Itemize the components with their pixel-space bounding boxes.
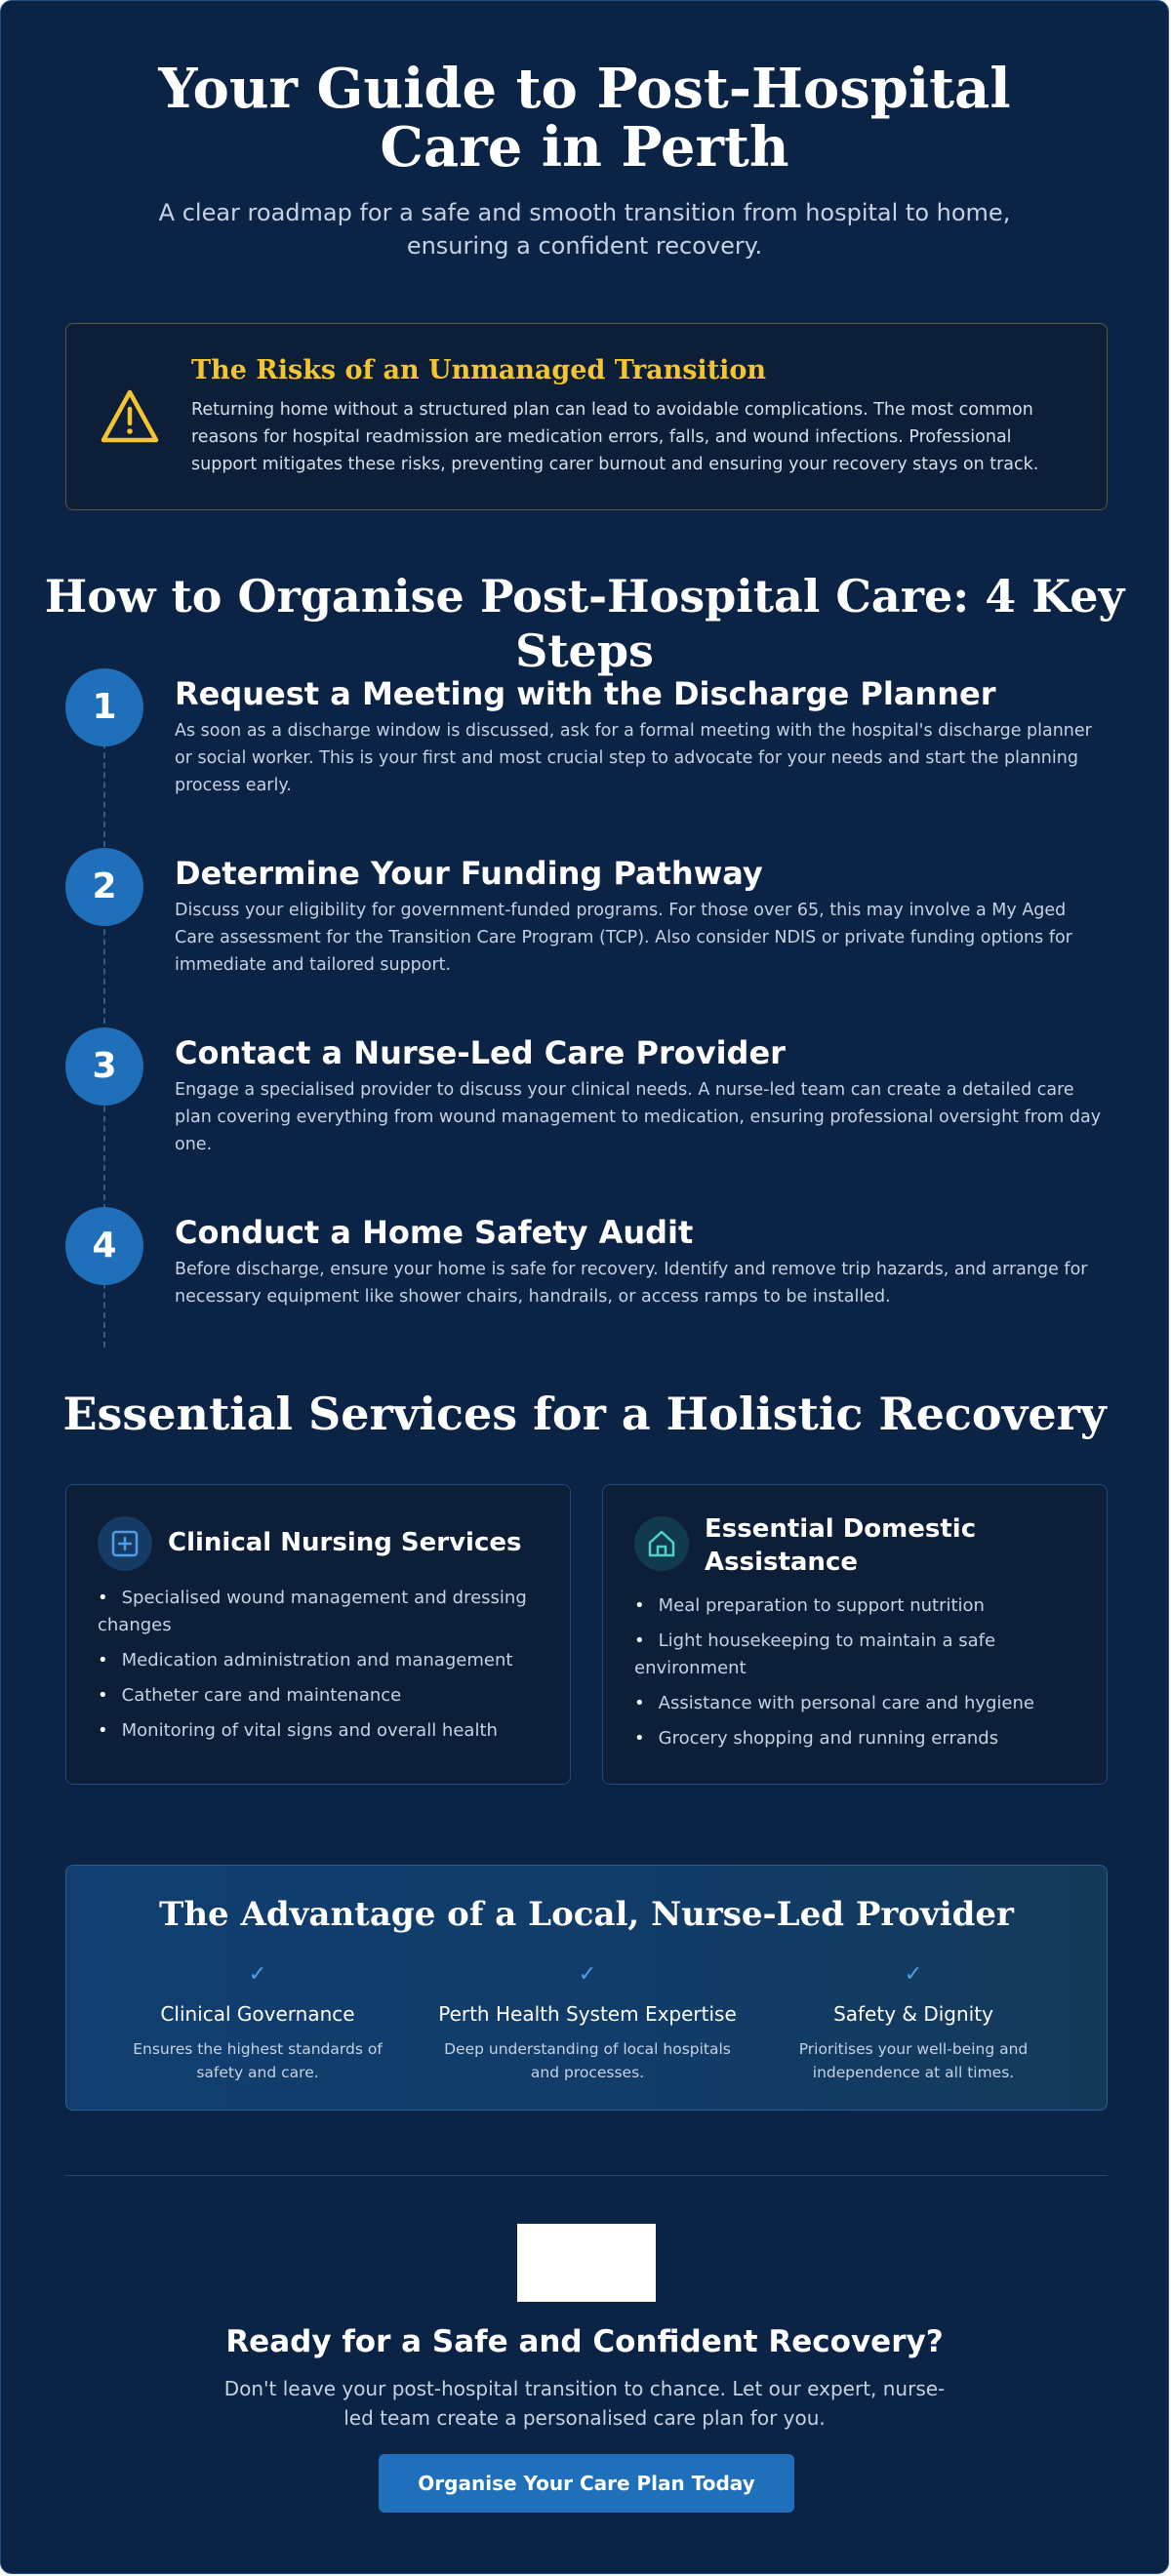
- step-1: [65, 668, 1108, 825]
- organise-care-plan-button[interactable]: Organise Your Care Plan Today: [379, 2454, 794, 2513]
- advantage-panel: [65, 1865, 1108, 2111]
- list-item: • Monitoring of vital signs and overall health: [98, 1720, 498, 1741]
- list-item: • Medication administration and management: [98, 1650, 513, 1670]
- step-number-badge: 3: [65, 1027, 143, 1106]
- list-item: • Specialised wound management and dressing changes: [98, 1588, 527, 1635]
- step-description: Engage a specialised provider to discuss your clinical needs. A nurse-led team can create a detailed care plan covering everything from wound management to medication, ensuring professional oversight from day one.: [175, 1080, 1102, 1154]
- list-item: • Grocery shopping and running errands: [634, 1728, 999, 1749]
- advantage-item-dignity: [747, 1961, 1079, 2084]
- step-description: Before discharge, ensure your home is safe for recovery. Identify and remove trip hazards, and arrange for necessary equipment like shower chairs, handrails, or access ramps to be installed.: [175, 1260, 1088, 1307]
- advantage-item-governance: [92, 1961, 424, 2084]
- service-card-domestic: [602, 1484, 1108, 1785]
- advantage-item-expertise: [422, 1961, 753, 2084]
- service-card-clinical: [65, 1484, 571, 1785]
- list-item: • Meal preparation to support nutrition: [634, 1595, 985, 1616]
- advantage-item-text: Prioritises your well-being and independence at all times.: [798, 2040, 1029, 2081]
- steps-section-title: How to Organise Post-Hospital Care: 4 Key Steps: [44, 570, 1125, 677]
- advantage-item-title: Safety & Dignity: [833, 2002, 993, 2026]
- section-divider: [65, 2175, 1108, 2176]
- list-item: • Catheter care and maintenance: [98, 1685, 402, 1706]
- step-number-badge: 2: [65, 848, 143, 926]
- service-card-title: Essential Domestic Assistance: [705, 1514, 977, 1577]
- step-description: As soon as a discharge window is discussed, ask for a formal meeting with the hospital's discharge planner or social worker. This is your first and most crucial step to advocate for your needs and start the planning process early.: [175, 721, 1092, 795]
- step-4: [65, 1207, 1108, 1363]
- step-title: Request a Meeting with the Discharge Planner: [175, 675, 996, 712]
- check-icon: ✓: [578, 1962, 597, 1987]
- risk-text: Returning home without a structured plan can lead to avoidable complications. The most common reasons for hospital readmission are medication errors, falls, and wound infections. Professional support mitigates these risks, preventing carer burnout and ensuring your recovery stays on track.: [191, 400, 1039, 474]
- step-title: Contact a Nurse-Led Care Provider: [175, 1034, 786, 1071]
- home-icon: [634, 1516, 689, 1571]
- medical-plus-icon: [98, 1516, 152, 1571]
- service-list: [98, 1585, 543, 1752]
- advantage-title: The Advantage of a Local, Nurse-Led Provider: [159, 1895, 1014, 1934]
- warning-icon: [100, 388, 160, 445]
- step-3: [65, 1027, 1108, 1184]
- list-item: • Light housekeeping to maintain a safe environment: [634, 1630, 996, 1678]
- advantage-item-text: Ensures the highest standards of safety and care.: [133, 2040, 383, 2081]
- risk-callout: [65, 323, 1108, 510]
- advantage-item-title: Clinical Governance: [160, 2002, 355, 2026]
- service-list: [634, 1592, 1079, 1760]
- list-item: • Assistance with personal care and hygiene: [634, 1693, 1034, 1713]
- step-2: [65, 848, 1108, 1004]
- cta-text: Don't leave your post-hospital transition to chance. Let our expert, nurse-led team create a personalised care plan for you.: [223, 2377, 946, 2430]
- advantage-item-text: Deep understanding of local hospitals and processes.: [444, 2040, 731, 2081]
- step-number-badge: 1: [65, 668, 143, 746]
- page-subtitle: A clear roadmap for a safe and smooth transition from hospital to home, ensuring a confident recovery.: [158, 199, 1011, 260]
- step-description: Discuss your eligibility for government-funded programs. For those over 65, this may involve a My Aged Care assessment for the Transition Care Program (TCP). Also consider NDIS or private funding options for immediate and tailored support.: [175, 901, 1072, 975]
- page-title: Your Guide to Post-Hospital Care in Perth: [158, 57, 1011, 180]
- step-number-badge: 4: [65, 1207, 143, 1285]
- step-title: Determine Your Funding Pathway: [175, 855, 763, 892]
- risk-title: The Risks of an Unmanaged Transition: [191, 355, 767, 385]
- service-card-title: Clinical Nursing Services: [168, 1528, 522, 1557]
- check-icon: ✓: [248, 1962, 267, 1987]
- services-section-title: Essential Services for a Holistic Recovery: [62, 1388, 1107, 1440]
- cta-title: Ready for a Safe and Confident Recovery?: [225, 2324, 944, 2359]
- advantage-item-title: Perth Health System Expertise: [438, 2002, 737, 2026]
- check-icon: ✓: [904, 1962, 923, 1987]
- logo-placeholder: [517, 2224, 656, 2302]
- step-title: Conduct a Home Safety Audit: [175, 1214, 694, 1251]
